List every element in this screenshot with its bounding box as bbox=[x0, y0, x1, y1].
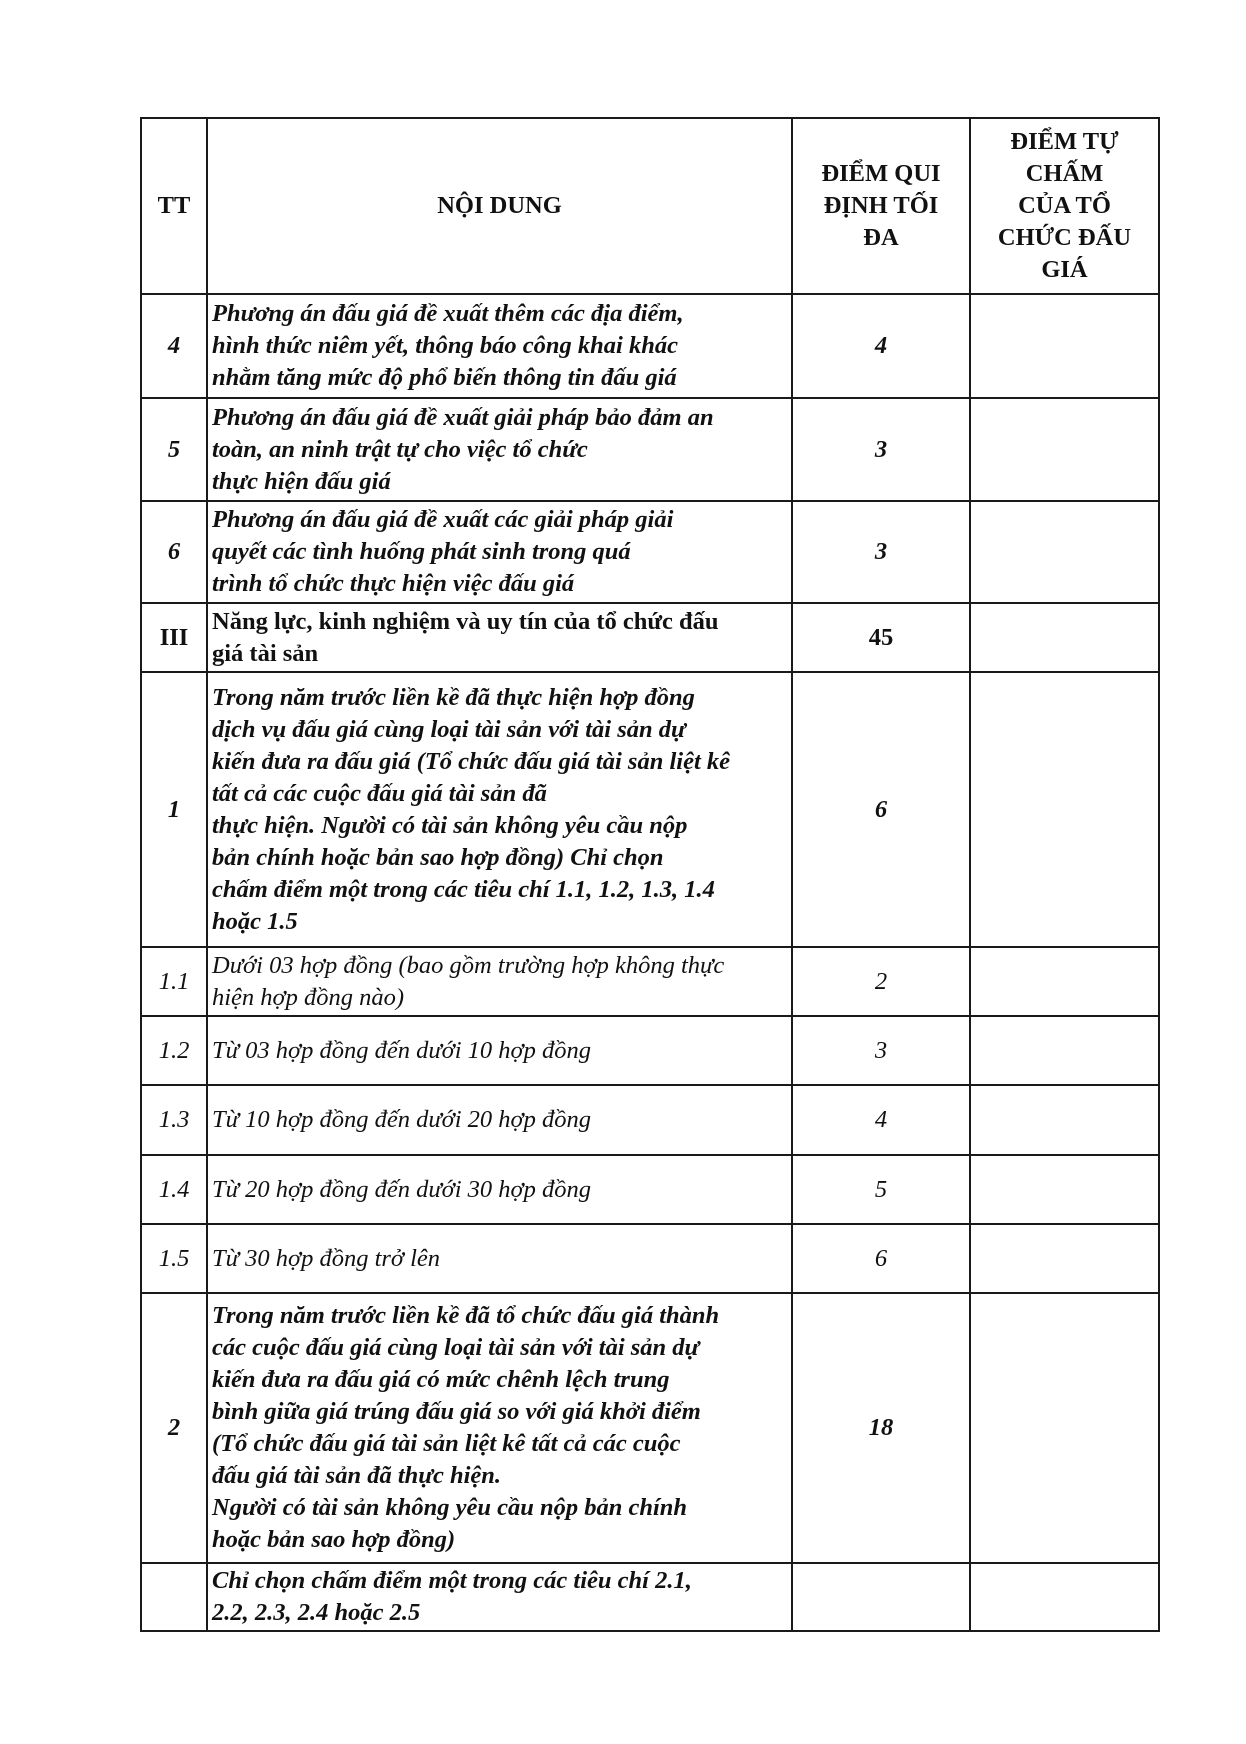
section-row bbox=[141, 603, 1159, 672]
content-line: Từ 20 hợp đồng đến dưới 30 hợp đồng bbox=[212, 1175, 592, 1203]
row-max-score: 2 bbox=[792, 947, 970, 1016]
table-row bbox=[141, 501, 1159, 603]
content-line: Từ 30 hợp đồng trở lên bbox=[212, 1244, 441, 1272]
content-line: hoặc bản sao hợp đồng) bbox=[212, 1526, 456, 1553]
content-line: Chỉ chọn chấm điểm một trong các tiêu chí 2.1, bbox=[212, 1567, 692, 1594]
content-line: hoặc 1.5 bbox=[212, 907, 298, 935]
content-line: Người có tài sản không yêu cầu nộp bản chính bbox=[212, 1494, 688, 1521]
content-line: Từ 10 hợp đồng đến dưới 20 hợp đồng bbox=[212, 1106, 592, 1133]
content-line: 2.2, 2.3, 2.4 hoặc 2.5 bbox=[212, 1599, 421, 1626]
scoring-table bbox=[140, 117, 1160, 1632]
content-line: Trong năm trước liền kề đã thực hiện hợp đồng bbox=[212, 683, 695, 711]
content-line: quyết các tình huống phát sinh trong quá bbox=[212, 538, 631, 565]
row-number: 1.4 bbox=[141, 1155, 207, 1224]
row-number: 6 bbox=[141, 501, 207, 603]
table-header-row bbox=[141, 118, 1159, 294]
content-line: dịch vụ đấu giá cùng loại tài sản với tài sản dự bbox=[212, 715, 686, 743]
row-content bbox=[207, 294, 792, 398]
content-line: đấu giá tài sản đã thực hiện. bbox=[212, 1462, 501, 1489]
row-max-score: 3 bbox=[792, 1016, 970, 1085]
row-self-score bbox=[970, 1563, 1159, 1631]
row-self-score bbox=[970, 1224, 1159, 1293]
content-line: (Tổ chức đấu giá tài sản liệt kê tất cả các cuộc bbox=[212, 1430, 681, 1457]
row-self-score bbox=[970, 501, 1159, 603]
row-self-score bbox=[970, 398, 1159, 501]
row-content bbox=[207, 1016, 792, 1085]
row-number bbox=[141, 1563, 207, 1631]
content-line: hình thức niêm yết, thông báo công khai khác bbox=[212, 332, 678, 359]
header-self-line: CHẤM bbox=[1025, 160, 1104, 187]
row-content bbox=[207, 1293, 792, 1563]
row-max-score: 6 bbox=[792, 1224, 970, 1293]
row-max-score: 6 bbox=[792, 672, 970, 947]
content-line: Năng lực, kinh nghiệm và uy tín của tổ chức đấu bbox=[212, 607, 719, 635]
table-row bbox=[141, 1016, 1159, 1085]
content-line: thực hiện đấu giá bbox=[212, 467, 391, 495]
row-max-score bbox=[792, 1563, 970, 1631]
header-self-line: CHỨC ĐẤU bbox=[997, 224, 1132, 251]
content-line: trình tổ chức thực hiện việc đấu giá bbox=[212, 570, 575, 597]
row-max-score: 45 bbox=[792, 603, 970, 672]
content-line: các cuộc đấu giá cùng loại tài sản với tài sản dự bbox=[212, 1334, 700, 1361]
row-number: 1.3 bbox=[141, 1085, 207, 1155]
row-content bbox=[207, 1155, 792, 1224]
row-content bbox=[207, 398, 792, 501]
table-row bbox=[141, 1563, 1159, 1631]
table-row bbox=[141, 1155, 1159, 1224]
row-max-score: 18 bbox=[792, 1293, 970, 1563]
row-content bbox=[207, 672, 792, 947]
row-self-score bbox=[970, 1016, 1159, 1085]
content-line: bình giữa giá trúng đấu giá so với giá khởi điểm bbox=[212, 1398, 701, 1425]
content-line: Dưới 03 hợp đồng (bao gồm trường hợp không thực bbox=[212, 951, 725, 979]
content-line: bản chính hoặc bản sao hợp đồng) Chỉ chọn bbox=[212, 843, 664, 871]
table-row bbox=[141, 1085, 1159, 1155]
row-content bbox=[207, 947, 792, 1016]
row-number: 1.2 bbox=[141, 1016, 207, 1085]
content-line: nhằm tăng mức độ phổ biến thông tin đấu giá bbox=[212, 364, 677, 391]
header-tt: TT bbox=[141, 118, 207, 294]
header-self-score bbox=[970, 118, 1159, 294]
header-self-line: GIÁ bbox=[1041, 256, 1088, 283]
row-self-score bbox=[970, 603, 1159, 672]
content-line: Từ 03 hợp đồng đến dưới 10 hợp đồng bbox=[212, 1036, 592, 1064]
row-content bbox=[207, 1224, 792, 1293]
header-max-score bbox=[792, 118, 970, 294]
row-max-score: 3 bbox=[792, 398, 970, 501]
header-max-line: ĐỊNH TỐI bbox=[823, 192, 939, 219]
row-self-score bbox=[970, 1293, 1159, 1563]
content-line: Trong năm trước liền kề đã tổ chức đấu giá thành bbox=[212, 1302, 720, 1329]
row-max-score: 3 bbox=[792, 501, 970, 603]
content-line: kiến đưa ra đấu giá có mức chênh lệch trung bbox=[212, 1366, 670, 1393]
header-max-line: ĐA bbox=[863, 224, 899, 251]
header-content: NỘI DUNG bbox=[207, 118, 792, 294]
content-line: kiến đưa ra đấu giá (Tổ chức đấu giá tài sản liệt kê bbox=[212, 747, 731, 775]
row-content bbox=[207, 603, 792, 672]
row-self-score bbox=[970, 672, 1159, 947]
row-max-score: 4 bbox=[792, 1085, 970, 1155]
row-number: 1.5 bbox=[141, 1224, 207, 1293]
content-line: toàn, an ninh trật tự cho việc tổ chức bbox=[212, 435, 588, 463]
content-line: Phương án đấu giá đề xuất các giải pháp giải bbox=[212, 506, 674, 533]
header-self-line: ĐIỂM TỰ bbox=[1010, 128, 1119, 155]
row-number: 4 bbox=[141, 294, 207, 398]
header-max-line: ĐIỂM QUI bbox=[821, 160, 941, 187]
row-number: 1 bbox=[141, 672, 207, 947]
content-line: giá tài sản bbox=[212, 639, 319, 667]
content-line: chấm điểm một trong các tiêu chí 1.1, 1.2, 1.3, 1.4 bbox=[212, 875, 715, 903]
row-self-score bbox=[970, 294, 1159, 398]
table-row bbox=[141, 294, 1159, 398]
content-line: Phương án đấu giá đề xuất thêm các địa điểm, bbox=[212, 300, 684, 327]
row-content bbox=[207, 1563, 792, 1631]
table-row bbox=[141, 672, 1159, 947]
row-self-score bbox=[970, 1155, 1159, 1224]
row-number: 1.1 bbox=[141, 947, 207, 1016]
content-line: tất cả các cuộc đấu giá tài sản đã bbox=[212, 779, 547, 807]
table-row bbox=[141, 1224, 1159, 1293]
table-row bbox=[141, 1293, 1159, 1563]
row-max-score: 5 bbox=[792, 1155, 970, 1224]
row-self-score bbox=[970, 1085, 1159, 1155]
row-max-score: 4 bbox=[792, 294, 970, 398]
content-line: hiện hợp đồng nào) bbox=[212, 983, 405, 1011]
table-row bbox=[141, 947, 1159, 1016]
row-content bbox=[207, 501, 792, 603]
content-line: Phương án đấu giá đề xuất giải pháp bảo đảm an bbox=[212, 403, 714, 431]
row-self-score bbox=[970, 947, 1159, 1016]
table-row bbox=[141, 398, 1159, 501]
header-self-line: CỦA TỔ bbox=[1018, 192, 1111, 219]
row-content bbox=[207, 1085, 792, 1155]
row-number: 2 bbox=[141, 1293, 207, 1563]
row-number: 5 bbox=[141, 398, 207, 501]
content-line: thực hiện. Người có tài sản không yêu cầu nộp bbox=[212, 811, 688, 839]
row-number: III bbox=[141, 603, 207, 672]
